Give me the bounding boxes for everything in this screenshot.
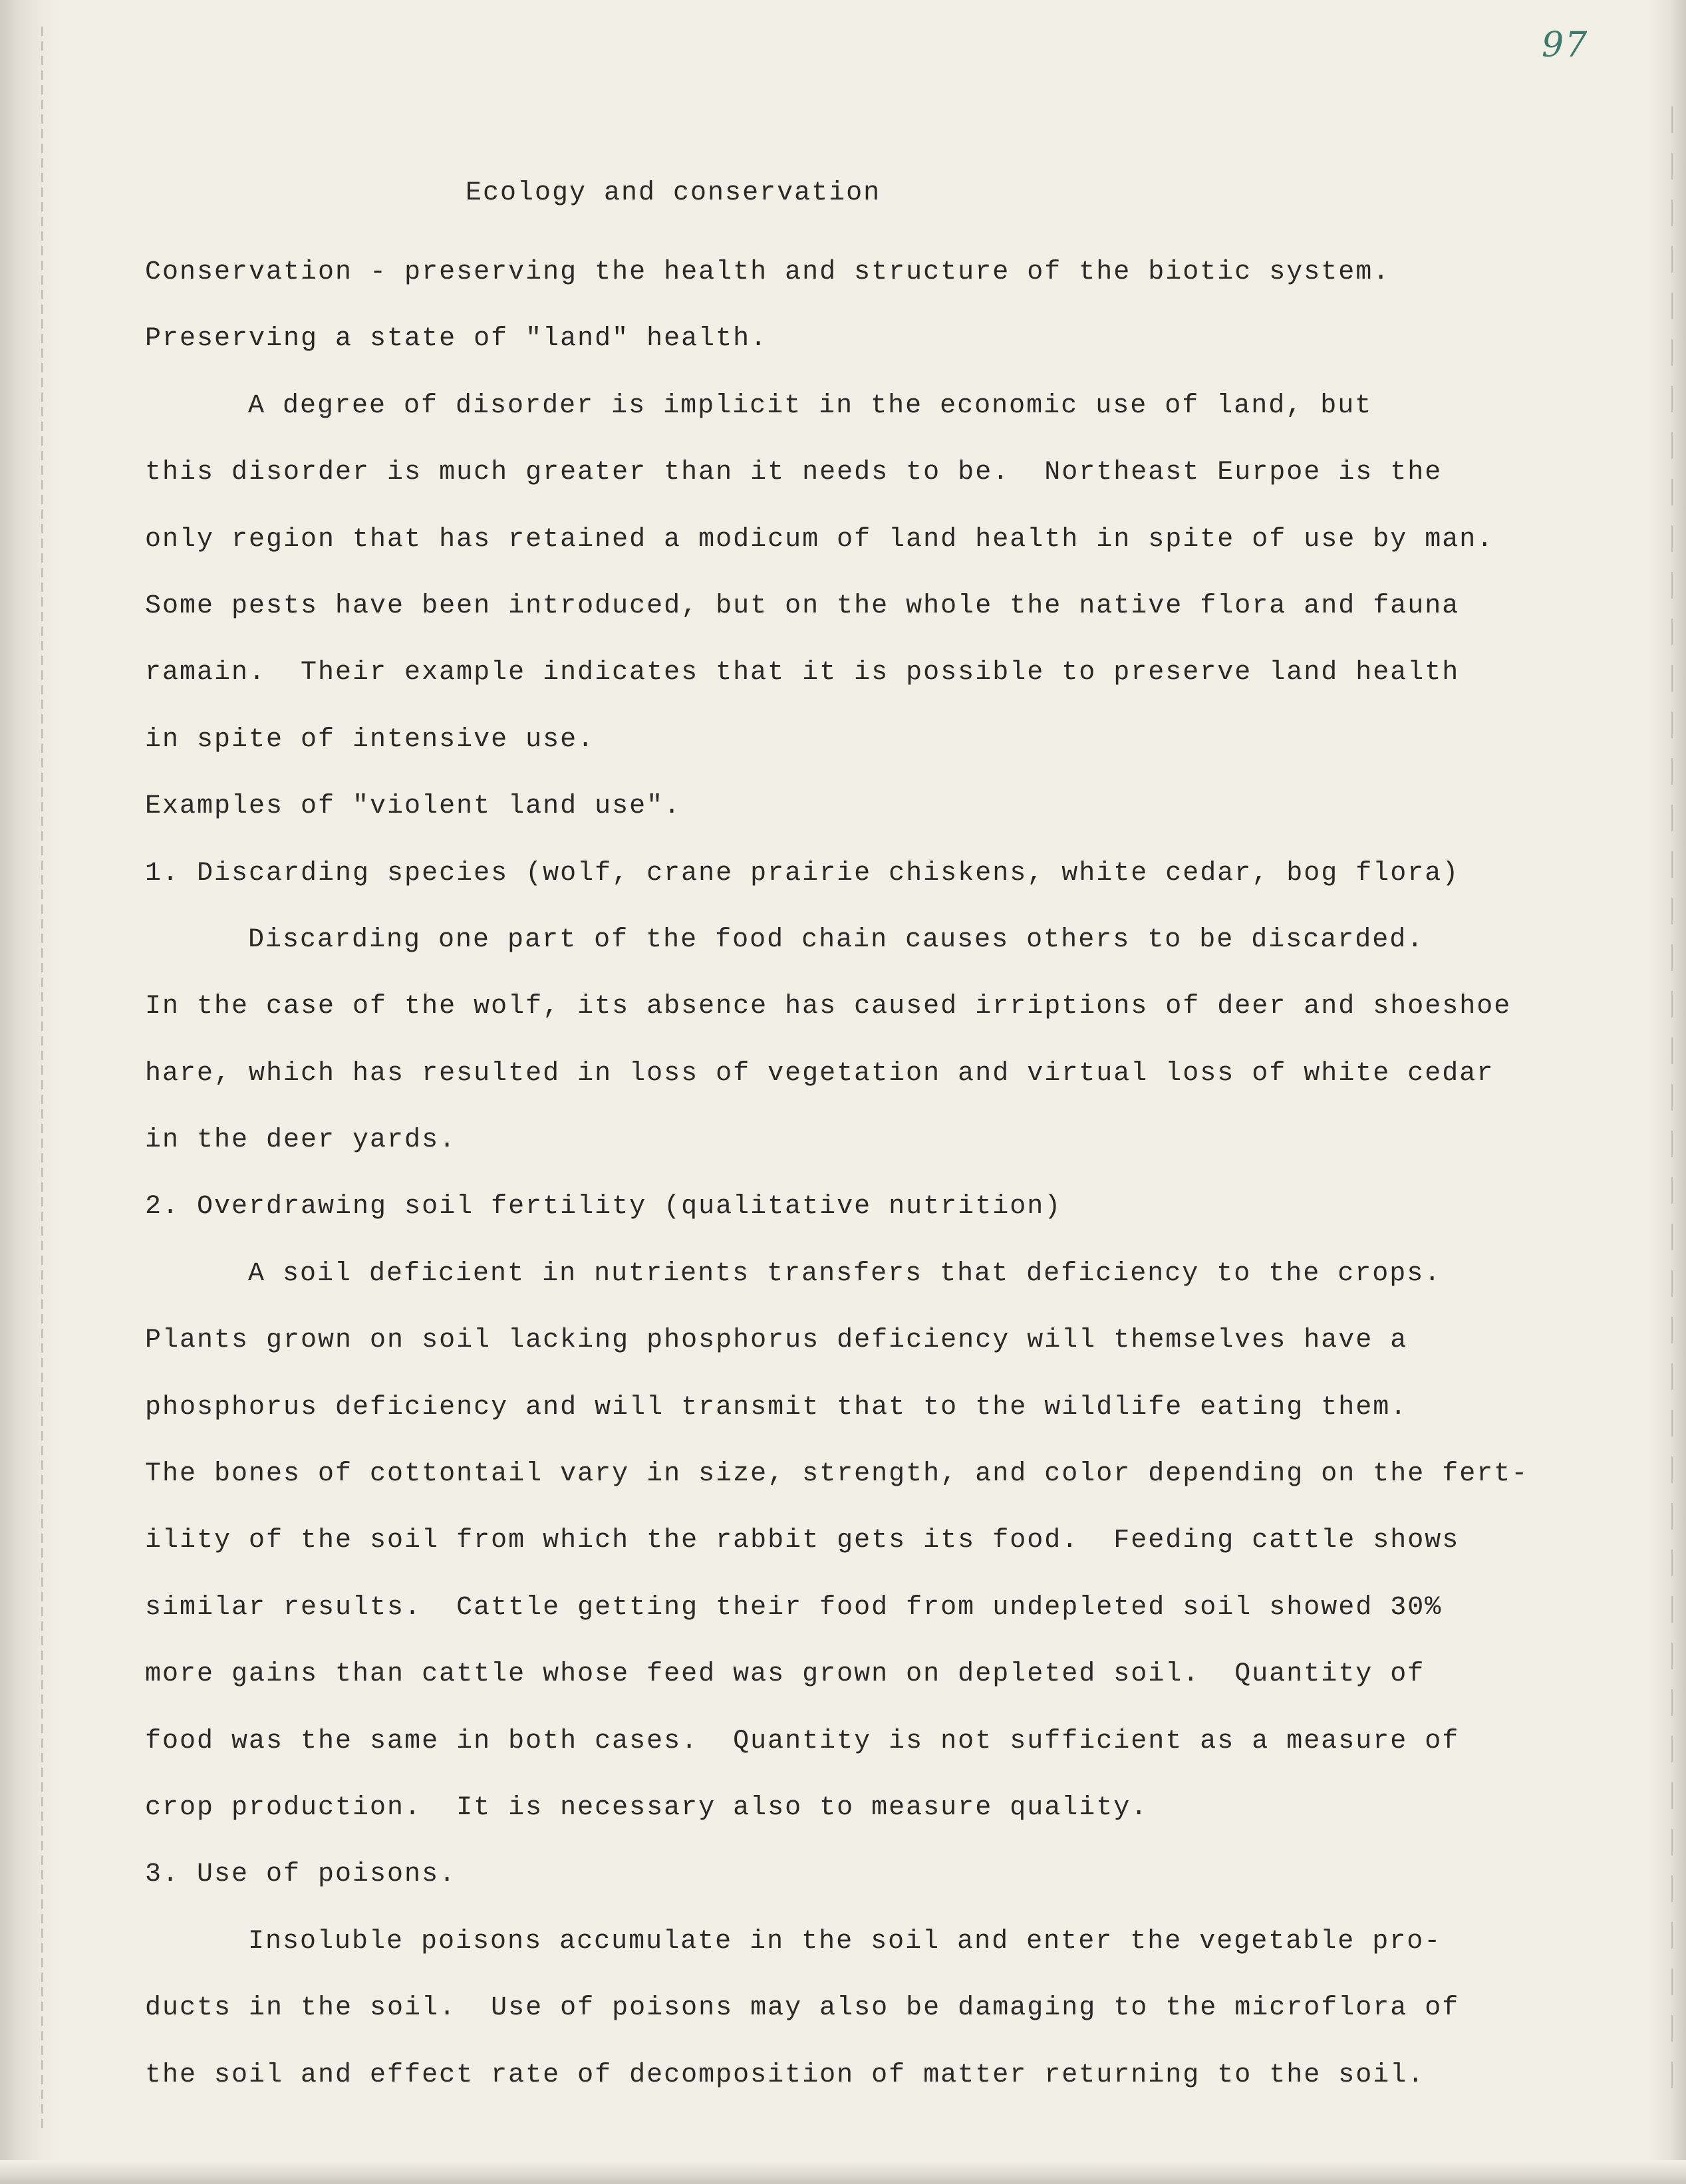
- text-line: Preserving a state of "land" health.: [145, 324, 768, 354]
- text-line: food was the same in both cases. Quantity is not sufficient as a measure of: [145, 1726, 1460, 1756]
- text-line: hare, which has resulted in loss of vegetation and virtual loss of white cedar: [145, 1058, 1494, 1089]
- text-line: in the deer yards.: [145, 1125, 457, 1156]
- handwritten-page-number: 97: [1542, 25, 1589, 65]
- text-line: In the case of the wolf, its absence has caused irriptions of deer and shoeshoe: [145, 992, 1512, 1022]
- text-line: ramain. Their example indicates that it is possible to preserve land health: [145, 658, 1460, 688]
- text-line: 2. Overdrawing soil fertility (qualitative nutrition): [145, 1192, 1062, 1222]
- typed-body-text: [145, 239, 1528, 2109]
- text-line: Examples of "violent land use".: [145, 791, 682, 822]
- text-line: phosphorus deficiency and will transmit that to the wildlife eating them.: [145, 1392, 1408, 1423]
- bottom-page-edge: [0, 2160, 1686, 2184]
- text-line: 1. Discarding species (wolf, crane prairie chiskens, white cedar, bog flora): [145, 858, 1460, 888]
- binding-stitch-line: [41, 27, 43, 2128]
- text-line: Conservation - preserving the health and structure of the biotic system.: [145, 257, 1391, 287]
- text-line: similar results. Cattle getting their food from undepleted soil showed 30%: [145, 1592, 1443, 1623]
- right-page-edge: [1646, 0, 1686, 2184]
- text-line: crop production. It is necessary also to measure quality.: [145, 1792, 1149, 1823]
- text-line: more gains than cattle whose feed was grown on depleted soil. Quantity of: [145, 1659, 1425, 1690]
- text-line: only region that has retained a modicum of land health in spite of use by man.: [145, 524, 1494, 555]
- text-line: this disorder is much greater than it needs to be. Northeast Eurpoe is the: [145, 458, 1443, 488]
- text-line: A soil deficient in nutrients transfers that deficiency to the crops.: [248, 1258, 1442, 1289]
- text-line: Insoluble poisons accumulate in the soil and enter the vegetable pro-: [248, 1926, 1442, 1957]
- text-line: ility of the soil from which the rabbit gets its food. Feeding cattle shows: [145, 1526, 1460, 1556]
- text-line: Some pests have been introduced, but on the whole the native flora and fauna: [145, 591, 1460, 621]
- text-line: Discarding one part of the food chain causes others to be discarded.: [248, 924, 1425, 955]
- text-line: The bones of cottontail vary in size, strength, and color depending on the fert-: [145, 1459, 1529, 1490]
- text-line: Plants grown on soil lacking phosphorus deficiency will themselves have a: [145, 1325, 1408, 1356]
- right-edge-line: [1671, 106, 1673, 2102]
- text-line: 3. Use of poisons.: [145, 1859, 457, 1890]
- text-line: ducts in the soil. Use of poisons may also be damaging to the microflora of: [145, 1993, 1460, 2024]
- text-line: in spite of intensive use.: [145, 724, 595, 755]
- document-title: Ecology and conservation: [466, 178, 881, 208]
- text-line: the soil and effect rate of decomposition of matter returning to the soil.: [145, 2060, 1425, 2090]
- text-line: A degree of disorder is implicit in the economic use of land, but: [248, 390, 1373, 421]
- binding-shadow: [0, 0, 60, 2184]
